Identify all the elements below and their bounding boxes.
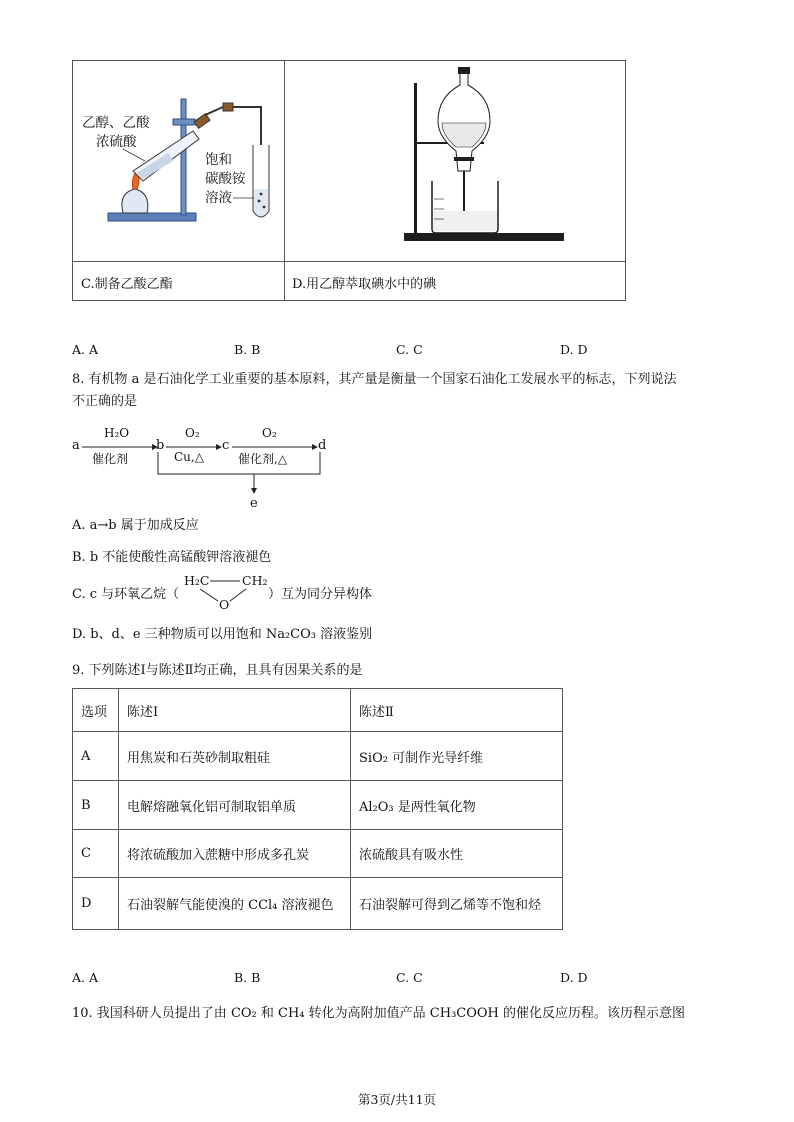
q8-option-c-post: ）互为同分异构体 xyxy=(268,587,373,602)
epoxide-oxygen: O xyxy=(219,597,230,612)
reagent-1-bottom: 催化剂 xyxy=(92,452,129,466)
header-option: 选项 xyxy=(73,689,119,732)
row-option: A xyxy=(73,732,119,781)
q9-option-d[interactable]: D. D xyxy=(560,970,588,985)
reagent-3-top: O₂ xyxy=(262,426,277,440)
reagent-2-bottom: Cu,△ xyxy=(174,450,204,464)
row-statement-1: 将浓硫酸加入蔗糖中形成多孔炭 xyxy=(119,830,351,878)
compound-d: d xyxy=(318,438,327,453)
q7-option-b[interactable]: B. B xyxy=(234,342,261,357)
solution-label: 饱和 碳酸铵 溶液 xyxy=(205,152,246,206)
page-number: 第3页/共11页 xyxy=(357,1092,437,1107)
compound-a: a xyxy=(72,438,80,453)
q8-option-b[interactable]: B. b 不能使酸性高锰酸钾溶液褪色 xyxy=(72,550,272,565)
table-row xyxy=(73,830,563,878)
apparatus-table xyxy=(72,60,626,301)
header-statement-1: 陈述Ⅰ xyxy=(119,689,351,732)
extraction-apparatus-figure xyxy=(284,61,627,261)
q9-option-b[interactable]: B. B xyxy=(234,970,261,985)
q7-option-d[interactable]: D. D xyxy=(560,342,588,357)
q8-option-d[interactable]: D. b、d、e 三种物质可以用饱和 Na₂CO₃ 溶液鉴别 xyxy=(72,627,373,642)
row-statement-2: 浓硫酸具有吸水性 xyxy=(351,830,563,878)
row-statement-1: 用焦炭和石英砂制取粗硅 xyxy=(119,732,351,781)
reagent-1-top: H₂O xyxy=(104,426,130,440)
q9-statement-table xyxy=(72,688,563,930)
q8-stem: 8. 有机物 a 是石油化学工业重要的基本原料，其产量是衡量一个国家石油化工发展水平的标志，下列说法 不正确的是 xyxy=(72,372,677,409)
row-statement-2: Al₂O₃ 是两性氧化物 xyxy=(351,781,563,830)
q8-reaction-scheme xyxy=(72,424,332,514)
q9-option-a[interactable]: A. A xyxy=(72,970,99,985)
compound-e: e xyxy=(250,496,258,511)
table-row xyxy=(73,781,563,830)
apparatus-d-caption: D.用乙醇萃取碘水中的碘 xyxy=(292,277,437,292)
reagents-label: 乙醇、乙酸 浓硫酸 xyxy=(82,115,150,150)
row-statement-1: 石油裂解气能使溴的 CCl₄ 溶液褪色 xyxy=(119,878,351,930)
row-statement-2: SiO₂ 可制作光导纤维 xyxy=(351,732,563,781)
table-header-row xyxy=(73,689,563,732)
header-statement-2: 陈述Ⅱ xyxy=(351,689,563,732)
compound-c: c xyxy=(222,438,230,453)
row-option: B xyxy=(73,781,119,830)
reagent-3-bottom: 催化剂,△ xyxy=(238,452,288,466)
q9-option-c[interactable]: C. C xyxy=(396,970,423,985)
reagent-2-top: O₂ xyxy=(185,426,200,440)
q10-stem: 10. 我国科研人员提出了由 CO₂ 和 CH₄ 转化为高附加值产品 CH₃COOH 的催化反应历程。该历程示意图 xyxy=(72,1006,686,1021)
apparatus-c-caption: C.制备乙酸乙酯 xyxy=(81,277,173,292)
q8-option-c[interactable] xyxy=(72,571,472,615)
q7-option-c[interactable]: C. C xyxy=(396,342,423,357)
row-option: C xyxy=(73,830,119,878)
q7-option-a[interactable]: A. A xyxy=(72,342,99,357)
q9-stem: 9. 下列陈述Ⅰ与陈述Ⅱ均正确，且具有因果关系的是 xyxy=(72,663,363,678)
table-row xyxy=(73,878,563,930)
row-statement-2: 石油裂解可得到乙烯等不饱和烃 xyxy=(351,878,563,930)
epoxide-right-group: CH₂ xyxy=(242,573,268,588)
table-row xyxy=(73,732,563,781)
epoxide-left-group: H₂C xyxy=(184,573,210,588)
row-option: D xyxy=(73,878,119,930)
table-divider xyxy=(73,261,625,262)
q8-option-c-pre: C. c 与环氧乙烷（ xyxy=(72,587,180,602)
esterification-apparatus-figure xyxy=(73,61,284,261)
q8-option-a[interactable]: A. a→b 属于加成反应 xyxy=(72,518,199,533)
row-statement-1: 电解熔融氧化铝可制取铝单质 xyxy=(119,781,351,830)
compound-b: b xyxy=(156,438,165,453)
